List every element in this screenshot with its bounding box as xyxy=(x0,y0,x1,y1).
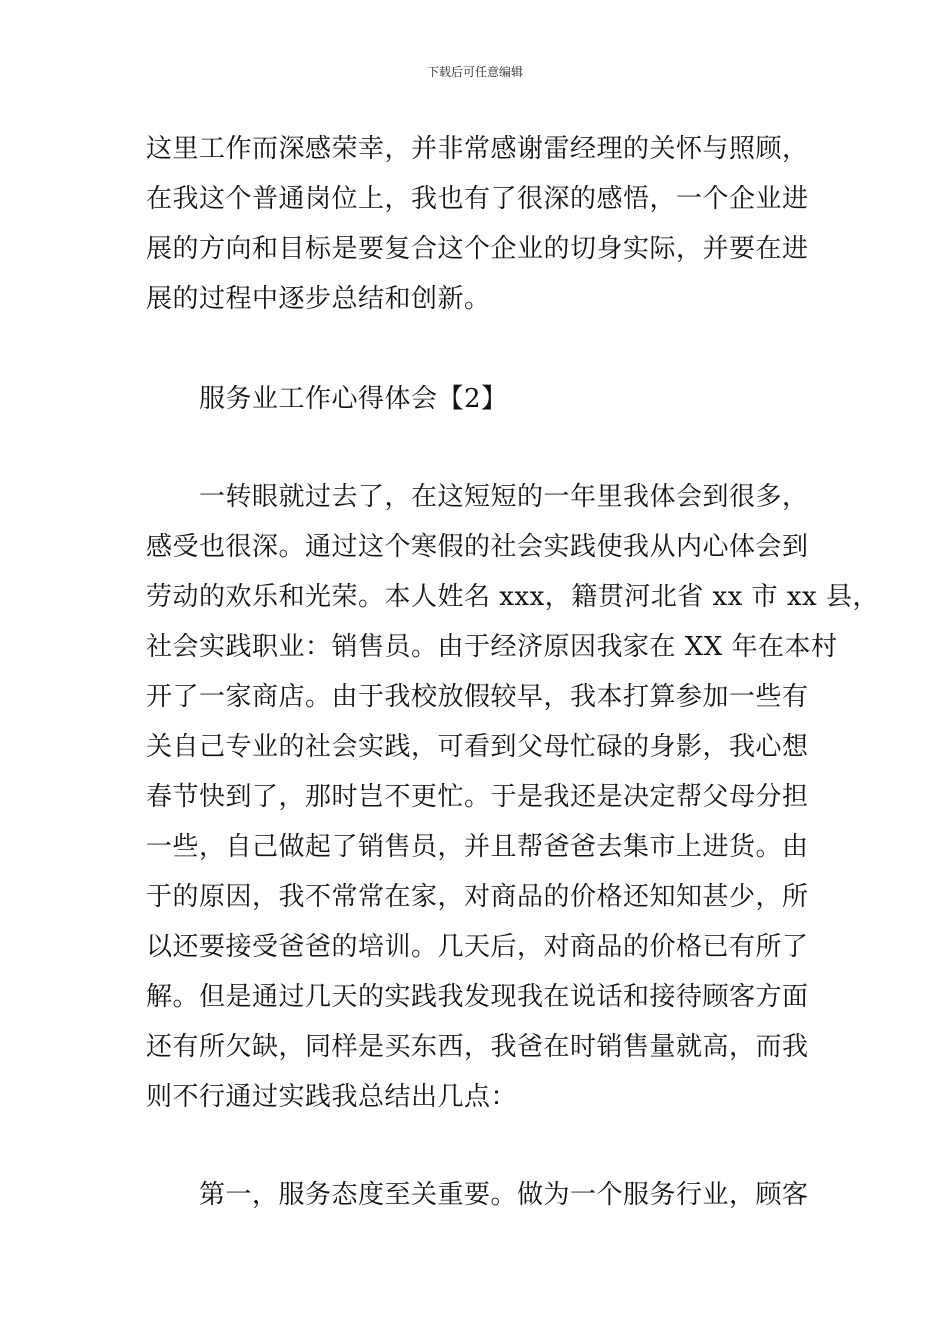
text-line: 一转眼就过去了，在这短短的一年里我体会到很多， xyxy=(199,482,809,512)
text-line: 一些，自己做起了销售员，并且帮爸爸去集市上进货。由 xyxy=(146,832,809,862)
text-line: 关自己专业的社会实践，可看到父母忙碌的身影，我心想 xyxy=(146,732,809,762)
paragraph-intro xyxy=(146,124,814,324)
text-line: 这里工作而深感荣幸，并非常感谢雷经理的关怀与照顾， xyxy=(146,134,809,164)
section-title: 服务业工作心得体会【2】 xyxy=(199,384,508,414)
section-heading xyxy=(146,374,814,424)
page-header: 下载后可任意编辑 xyxy=(426,65,523,79)
text-line: 劳动的欢乐和光荣。本人姓名 xxx，籍贯河北省 xx 市 xx 县， xyxy=(146,582,879,612)
text-line: 开了一家商店。由于我校放假较早，我本打算参加一些有 xyxy=(146,682,809,712)
text-line: 春节快到了，那时岂不更忙。于是我还是决定帮父母分担 xyxy=(146,782,809,812)
text-line: 展的过程中逐步总结和创新。 xyxy=(146,284,491,314)
text-line: 在我这个普通岗位上，我也有了很深的感悟，一个企业进 xyxy=(146,184,809,214)
paragraph-main xyxy=(146,472,879,1122)
text-line: 展的方向和目标是要复合这个企业的切身实际，并要在进 xyxy=(146,234,809,264)
text-line: 以还要接受爸爸的培训。几天后，对商品的价格已有所了 xyxy=(146,932,809,962)
text-line: 社会实践职业：销售员。由于经济原因我家在 XX 年在本村 xyxy=(146,632,838,662)
text-line: 第一，服务态度至关重要。做为一个服务行业，顾客 xyxy=(199,1180,809,1210)
text-line: 于的原因，我不常常在家，对商品的价格还知知甚少，所 xyxy=(146,882,809,912)
text-line: 则不行通过实践我总结出几点： xyxy=(146,1082,518,1112)
text-line: 感受也很深。通过这个寒假的社会实践使我从内心体会到 xyxy=(146,532,809,562)
paragraph-point-one xyxy=(146,1170,814,1220)
text-line: 解。但是通过几天的实践我发现我在说话和接待顾客方面 xyxy=(146,982,809,1012)
text-line: 还有所欠缺，同样是买东西，我爸在时销售量就高，而我 xyxy=(146,1032,809,1062)
